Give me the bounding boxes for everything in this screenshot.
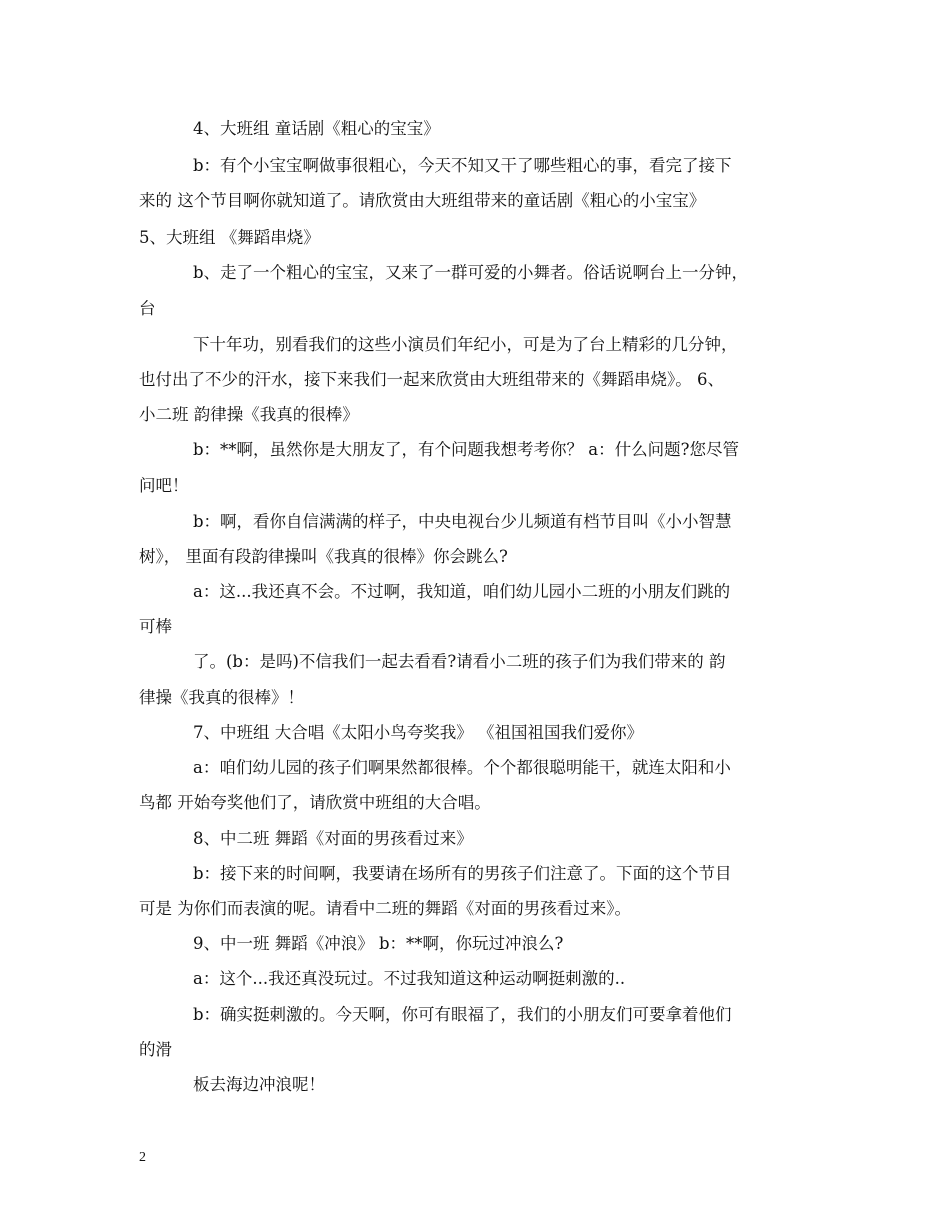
text-line: 的滑: [139, 1040, 172, 1059]
page-number: 2: [139, 1150, 146, 1165]
text-line: 9、中一班 舞蹈《冲浪》 b：**啊，你玩过冲浪么?: [193, 934, 564, 953]
text-line: 鸟都 开始夸奖他们了，请欣赏中班组的大合唱。: [139, 793, 491, 812]
text-line: 来的 这个节目啊你就知道了。请欣赏由大班组带来的童话剧《粗心的小宝宝》: [139, 191, 706, 210]
text-line: a：这...我还真不会。不过啊，我知道，咱们幼儿园小二班的小朋友们跳的: [193, 582, 731, 601]
text-line: b：接下来的时间啊，我要请在场所有的男孩子们注意了。下面的这个节目: [193, 864, 732, 883]
text-line: b：**啊，虽然你是大朋友了，有个问题我想考考你？ a：什么问题?您尽管: [193, 440, 739, 459]
text-line: b：啊，看你自信满满的样子，中央电视台少儿频道有档节目叫《小小智慧: [193, 512, 732, 531]
text-line: 小二班 韵律操《我真的很棒》: [139, 405, 359, 424]
text-line: b：有个小宝宝啊做事很粗心，今天不知又干了哪些粗心的事，看完了接下: [193, 156, 732, 175]
text-line: 下十年功，别看我们的这些小演员们年纪小，可是为了台上精彩的几分钟，: [193, 335, 738, 354]
text-line: 可棒: [139, 617, 172, 636]
text-line: a：咱们幼儿园的孩子们啊果然都很棒。个个都很聪明能干，就连太阳和小: [193, 758, 731, 777]
text-line: 板去海边冲浪呢！: [193, 1075, 325, 1094]
text-line: 了。(b：是吗)不信我们一起去看看?请看小二班的孩子们为我们带来的 韵: [193, 652, 726, 671]
text-line: 可是 为你们而表演的呢。请看中二班的舞蹈《对面的男孩看过来》。: [139, 899, 631, 918]
text-line: a：这个...我还真没玩过。不过我知道这种运动啊挺刺激的..: [193, 969, 626, 988]
text-line: 律操《我真的很棒》！: [139, 688, 304, 707]
text-line: 8、中二班 舞蹈《对面的男孩看过来》: [193, 829, 473, 848]
text-line: 4、大班组 童话剧《粗心的宝宝》: [193, 119, 440, 138]
text-line: 5、大班组 《舞蹈串烧》: [139, 228, 320, 247]
text-line: 树》， 里面有段韵律操叫《我真的很棒》你会跳么?: [139, 547, 508, 566]
text-line: 台: [139, 299, 156, 318]
text-line: b：确实挺刺激的。今天啊，你可有眼福了，我们的小朋友们可要拿着他们: [193, 1005, 732, 1024]
text-line: b、走了一个粗心的宝宝，又来了一群可爱的小舞者。俗话说啊台上一分钟，: [193, 263, 749, 282]
text-line: 问吧！: [139, 476, 189, 495]
text-line: 也付出了不少的汗水，接下来我们一起来欣赏由大班组带来的《舞蹈串烧》。 6、: [139, 370, 724, 389]
text-line: 7、中班组 大合唱《太阳小鸟夸奖我》 《祖国祖国我们爱你》: [193, 723, 643, 742]
